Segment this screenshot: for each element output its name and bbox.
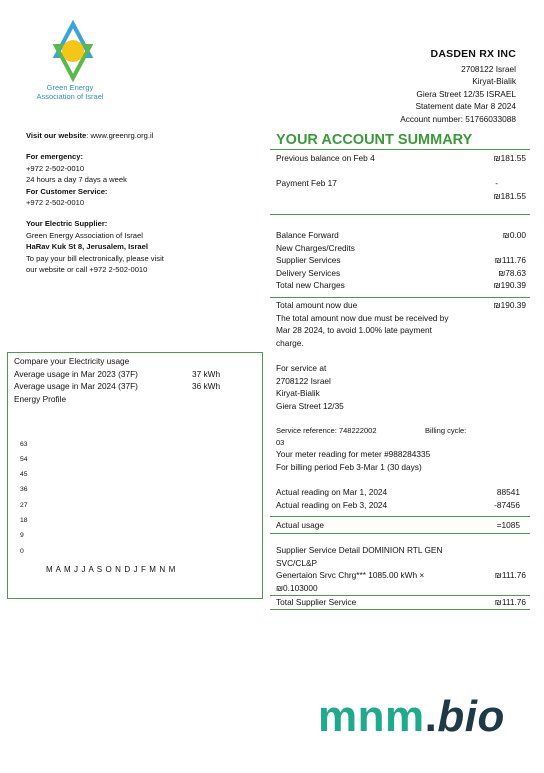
service-reference: Service reference: 748222002 — [276, 426, 377, 435]
generation-charge-label: Genertaion Srvc Chrg*** 1085.00 kWh × — [276, 570, 425, 580]
due-note — [276, 312, 526, 350]
payment-value: ₪181.55 — [493, 191, 526, 201]
service-city: Kiryat-Bialik — [276, 388, 320, 398]
y-tick: 45 — [20, 471, 28, 478]
actual-reading-mar-value: 88541 — [496, 487, 520, 497]
compare-row-1-value: 37 kWh — [192, 368, 221, 379]
total-due-value: ₪190.39 — [493, 300, 526, 310]
website-link[interactable]: : www.greenrg.org.il — [86, 131, 154, 140]
divider — [270, 516, 530, 517]
meter-reading-line: Your meter reading for meter #988284335 — [276, 449, 431, 459]
y-tick: 9 — [20, 532, 24, 539]
logo-line-1: Green Energy — [46, 83, 94, 92]
customer-city: Kiryat-Bialik — [472, 76, 516, 86]
y-tick: 36 — [20, 486, 28, 493]
total-new-charges-label: Total new Charges — [276, 280, 345, 290]
divider — [270, 214, 530, 215]
customer-zip: 2708122 Israel — [461, 63, 516, 74]
y-tick: 27 — [20, 502, 28, 509]
y-tick: 54 — [20, 456, 28, 463]
compare-row-1-label: Average usage in Mar 2023 (37F) — [14, 368, 138, 379]
service-at-label: For service at — [276, 363, 327, 373]
delivery-services-value: ₪78.63 — [498, 267, 526, 278]
y-tick: 0 — [20, 548, 24, 555]
billing-period-line: For billing period Feb 3-Mar 1 (30 days) — [276, 461, 422, 472]
service-zip: 2708122 Israel — [276, 375, 331, 386]
actual-reading-mar-label: Actual reading on Mar 1, 2024 — [276, 487, 388, 497]
statement-date: Statement date Mar 8 2024 — [415, 101, 516, 111]
compare-row-2-label: Average usage in Mar 2024 (37F) — [14, 381, 138, 391]
due-note-1: The total amount now due must be received by — [276, 312, 449, 323]
due-note-2: Mar 28 2024, to avoid 1.00% late payment — [276, 325, 432, 335]
supplier-detail-2: SVC/CL&P — [276, 557, 318, 568]
customer-name: DASDEN RX INC — [430, 48, 516, 60]
pay-instructions-2: our website or call +972 2-502-0010 — [26, 265, 148, 275]
customer-street: Giera Street 12/35 ISRAEL — [416, 88, 516, 99]
account-number: Account number: 51766033088 — [400, 113, 516, 124]
summary-divider — [270, 149, 530, 150]
service-street: Giera Street 12/35 — [276, 400, 344, 411]
actual-reading-feb-value: -87456 — [494, 499, 520, 510]
balance-forward-value: ₪0.00 — [502, 230, 526, 240]
generation-rate: ₪0.103000 — [276, 582, 318, 593]
total-supplier-label: Total Supplier Service — [276, 597, 357, 607]
star-sun-icon — [28, 20, 118, 84]
compare-title: Compare your Electricity usage — [14, 356, 130, 366]
pay-instructions-1: To pay your bill electronically, please visit — [26, 253, 164, 263]
divider — [270, 609, 530, 610]
compare-row-2-value: 36 kWh — [192, 381, 221, 391]
account-summary-title: YOUR ACCOUNT SUMMARY — [276, 132, 473, 148]
website-line — [26, 130, 266, 141]
actual-usage-label: Actual usage — [276, 520, 324, 530]
total-new-charges-value: ₪190.39 — [493, 280, 526, 290]
due-note-3: charge. — [276, 337, 304, 348]
previous-balance-value: ₪181.55 — [493, 153, 526, 163]
previous-balance-label: Previous balance on Feb 4 — [276, 153, 375, 163]
customer-service-phone: +972 2-502-0010 — [26, 198, 85, 208]
contact-info — [26, 130, 266, 275]
y-tick: 18 — [20, 517, 28, 524]
energy-profile-label: Energy Profile — [14, 393, 67, 404]
billing-cycle-label: Billing cycle: — [425, 426, 467, 435]
logo-line-2: Association of Israel — [36, 91, 104, 101]
divider — [270, 533, 530, 534]
divider — [270, 297, 530, 298]
new-charges-label: New Charges/Credits — [276, 242, 355, 253]
meter-info — [276, 448, 526, 473]
y-tick: 63 — [20, 441, 28, 448]
total-due-label: Total amount now due — [276, 300, 358, 310]
service-address — [276, 362, 526, 412]
total-supplier-value: ₪111.76 — [494, 597, 526, 607]
actual-reading-feb-label: Actual reading on Feb 3, 2024 — [276, 499, 388, 510]
emergency-label: For emergency: — [26, 152, 83, 162]
supplier-detail — [276, 544, 526, 569]
watermark — [318, 692, 505, 742]
usage-compare-box — [7, 352, 263, 599]
supplier-services-label: Supplier Services — [276, 255, 341, 265]
balance-forward-label: Balance Forward — [276, 230, 339, 240]
supplier-services-value: ₪111.76 — [494, 255, 526, 265]
payment-dash: - — [495, 178, 498, 188]
supplier-detail-1: Supplier Service Detail DOMINION RTL GEN — [276, 545, 443, 555]
customer-service-label: For Customer Service: — [26, 186, 108, 196]
emergency-hours: 24 hours a day 7 days a week — [26, 175, 127, 185]
generation-charge-value: ₪111.76 — [494, 570, 526, 580]
customer-address-block — [296, 48, 516, 125]
billing-cycle-value: 03 — [276, 438, 285, 447]
month-labels: M A M J J A S O N D J F M N M — [46, 565, 176, 574]
supplier-name: Green Energy Association of Israel — [26, 230, 143, 240]
supplier-label: Your Electric Supplier: — [26, 219, 108, 229]
watermark-dot: . — [424, 692, 438, 741]
supplier-address: HaRav Kuk St 8, Jerusalem, Israel — [26, 242, 148, 252]
emergency-phone: +972 2-502-0010 — [26, 163, 85, 173]
delivery-services-label: Delivery Services — [276, 267, 341, 278]
website-label: Visit our website — [26, 131, 87, 140]
watermark-part-2: bio — [437, 692, 505, 741]
payment-label: Payment Feb 17 — [276, 178, 337, 188]
logo-text — [26, 84, 114, 101]
actual-usage-value: =1085 — [496, 520, 520, 530]
watermark-part-1: mnm — [318, 692, 425, 741]
